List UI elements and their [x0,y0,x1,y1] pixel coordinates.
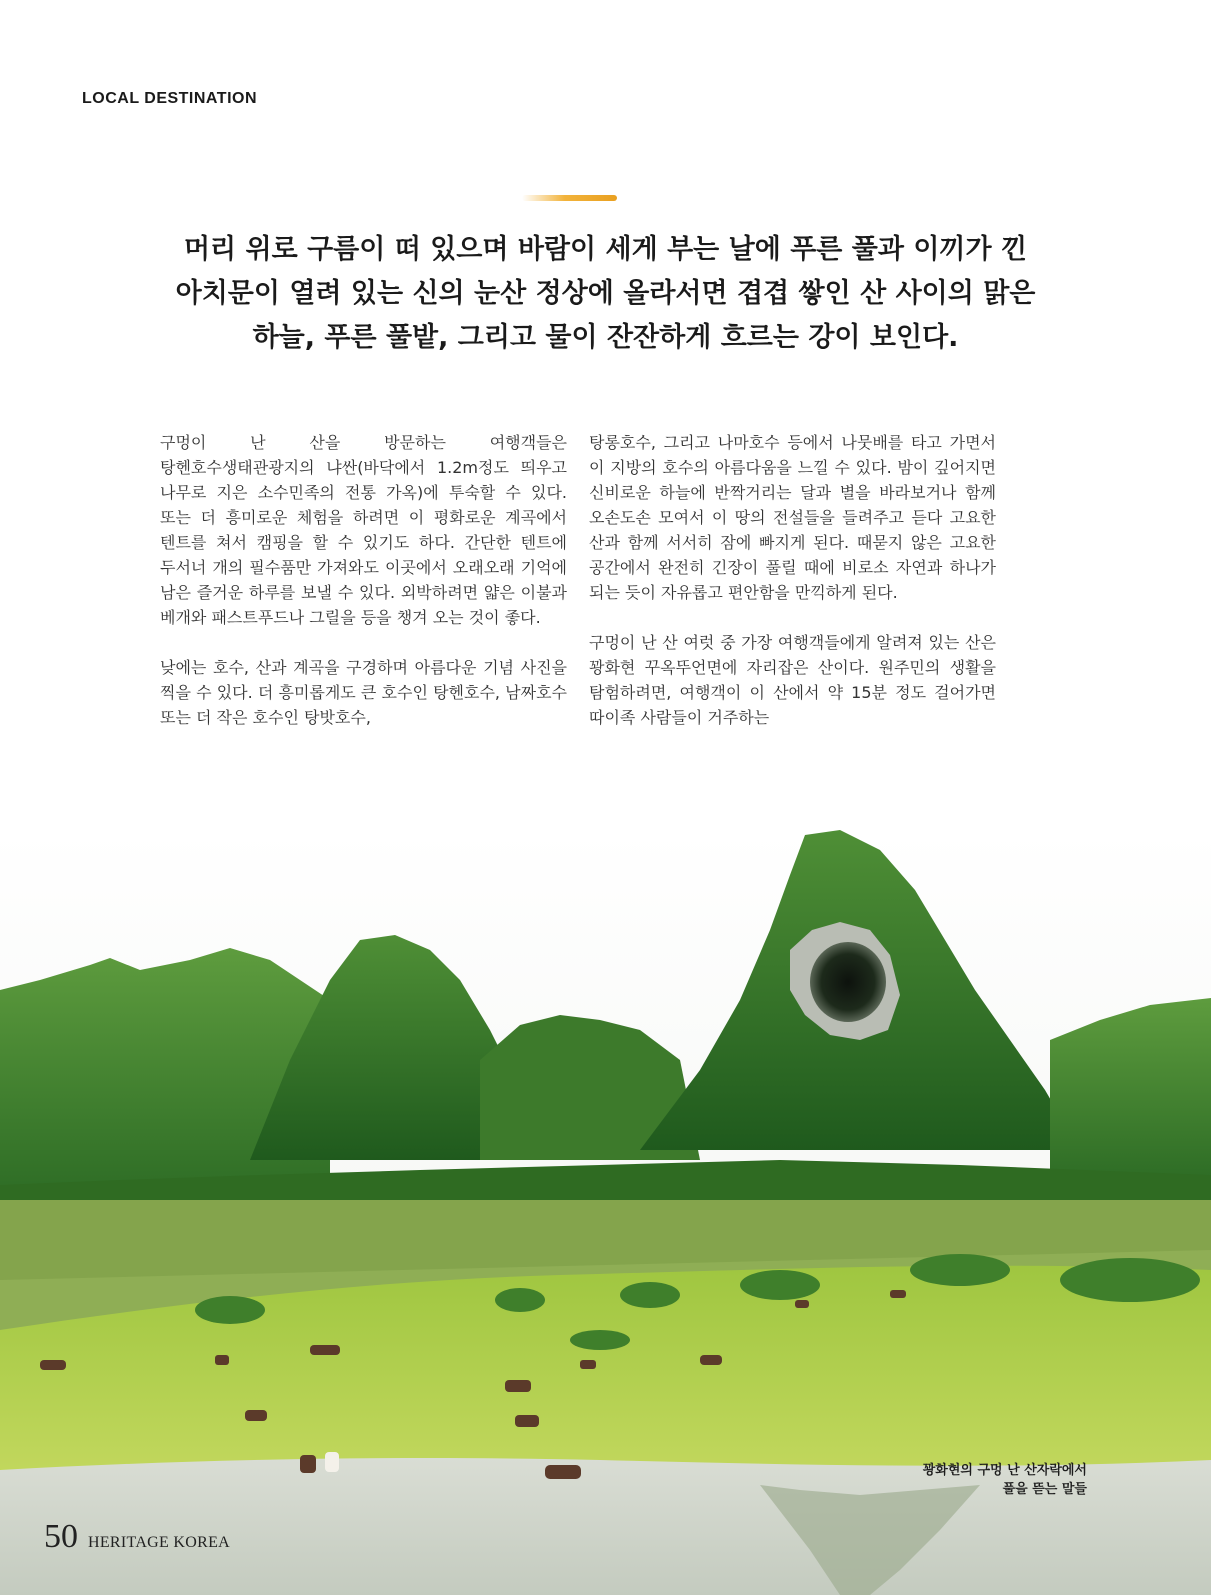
section-label: LOCAL DESTINATION [82,90,258,107]
body-paragraph: 구멍이 난 산 여럿 중 가장 여행객들에게 알려져 있는 산은 꽝화현 꾸옥뚜언면에 자리잡은 산이다. 원주민의 생활을 탐험하려면, 여행객이 이 산에서 약 15분 정도 걸어가면 따이족 사람들이 거주하는 [589,633,996,727]
body-paragraph: 낮에는 호수, 산과 계곡을 구경하며 아름다운 기념 사진을 찍을 수 있다. 더 흥미롭게도 큰 호수인 탕헨호수, 남짜호수 또는 더 작은 호수인 탕밧호수, [160,658,567,727]
caption-line-2: 풀을 뜯는 말들 [1002,1482,1087,1497]
body-paragraph: 탕롱호수, 그리고 나마호수 등에서 나뭇배를 타고 가면서 이 지방의 호수의 아름다움을 느낄 수 있다. 밤이 깊어지면 신비로운 하늘에 반짝거리는 달과 별을 바라보거나 함께 오손도손 모여서 이 땅의 전설들을 들려주고 듣다 고요한 산과 함께 서서히 잠에 빠지게 된다. 때묻지 않은 고요한 공간에서 완전히 긴장이 풀릴 때에 비로소 자연과 하나가 되는 듯이 자유롭고 편안함을 만끽하게 된다. [589,433,996,602]
body-paragraph: 구멍이 난 산을 방문하는 여행객들은 탕헨호수생태관광지의 냐싼(바닥에서 1.2m정도 띄우고 나무로 지은 소수민족의 전통 가옥)에 투숙할 수 있다. 또는 더 흥미로운 체험을 하려면 이 평화로운 계곡에서 텐트를 쳐서 캠핑을 할 수 있기도 하다. 간단한 텐트에 두서너 개의 필수품만 가져와도 이곳에서 오래오래 기억에 남은 즐거운 하루를 보낼 수 있다. 외박하려면 얇은 이불과 베개와 패스트푸드나 그릴을 등을 챙겨 오는 것이 좋다. [160,433,567,627]
magazine-name: HERITAGE KOREA [88,1534,231,1551]
body-column-left [160,430,567,755]
page-number: 50 [44,1518,78,1555]
headline-line-2: 아치문이 열려 있는 신의 눈산 정상에 올라서면 겹겹 쌓인 산 사이의 맑은 [175,278,1036,309]
photo-caption [923,1461,1087,1499]
body-column-right [589,430,996,755]
caption-line-1: 꽝화현의 구멍 난 산자락에서 [922,1463,1087,1478]
headline-line-3: 하늘, 푸른 풀밭, 그리고 물이 잔잔하게 흐르는 강이 보인다. [252,322,959,353]
pull-quote-headline [150,228,1061,360]
headline-line-1: 머리 위로 구름이 떠 있으며 바람이 세게 부는 날에 푸른 풀과 이끼가 낀 [183,234,1028,265]
page-footer [44,1518,230,1556]
accent-divider [522,195,617,201]
